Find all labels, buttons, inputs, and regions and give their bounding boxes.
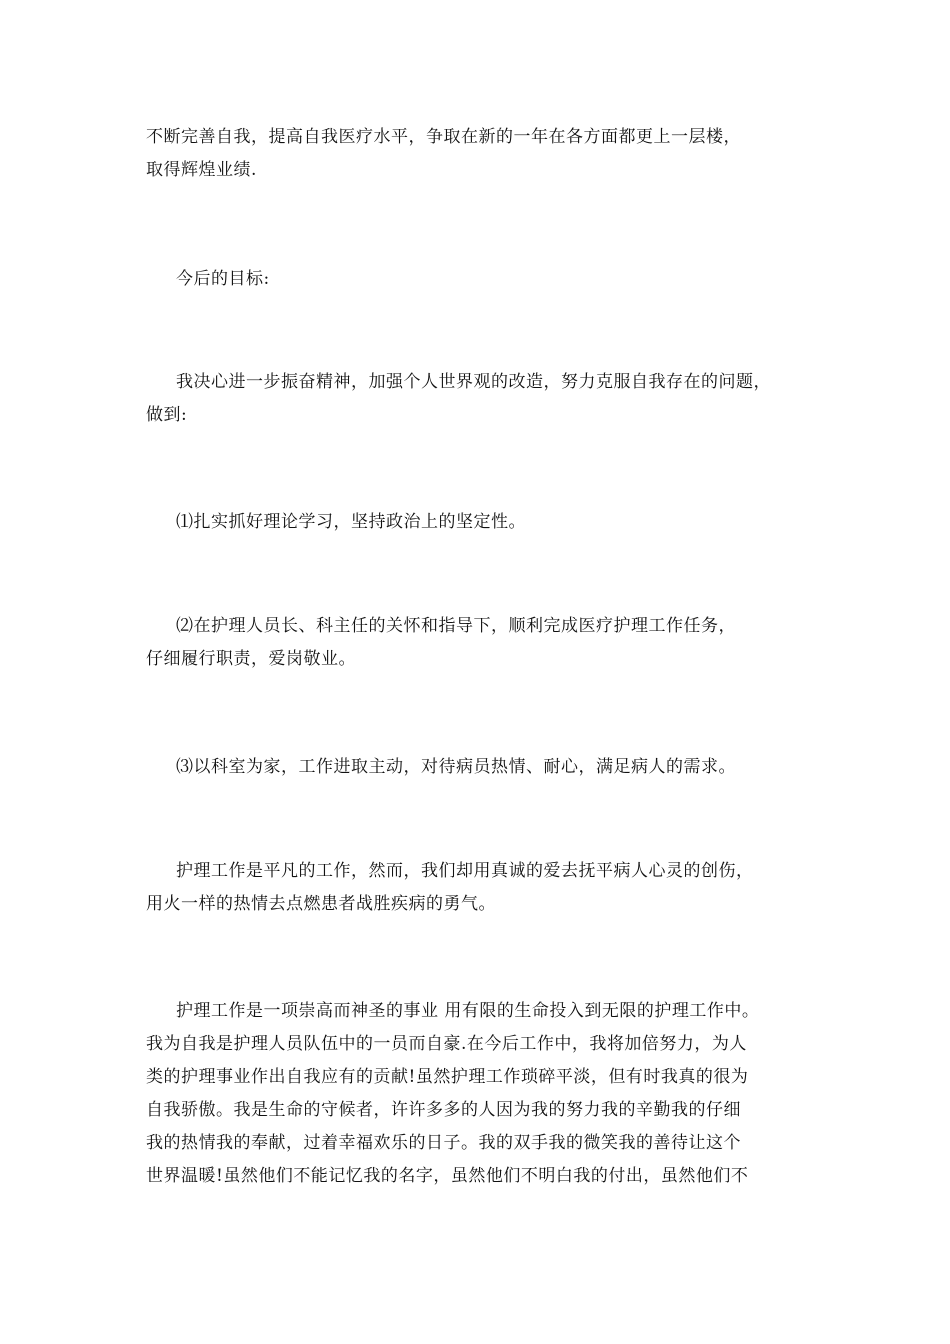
- paragraph-continuation: [146, 121, 818, 187]
- list-item: ⑴扎实抓好理论学习，坚持政治上的坚定性。: [176, 512, 526, 532]
- text-line: 做到:: [146, 405, 188, 425]
- text-line: 我的热情我的奉献，过着幸福欢乐的日子。我的双手我的微笑我的善待让这个: [146, 1133, 741, 1153]
- text-line: 用火一样的热情去点燃患者战胜疾病的勇气。: [146, 894, 496, 914]
- text-line: 仔细履行职责，爱岗敬业。: [146, 649, 356, 669]
- text-line: 不断完善自我，提高自我医疗水平，争取在新的一年在各方面都更上一层楼，: [146, 127, 741, 147]
- text-line: 类的护理事业作出自我应有的贡献!虽然护理工作琐碎平淡，但有时我真的很为: [146, 1067, 749, 1087]
- paragraph-nursing-noble: [146, 995, 818, 1193]
- paragraph-goal-2: [146, 610, 818, 676]
- text-line: 护理工作是一项崇高而神圣的事业 用有限的生命投入到无限的护理工作中。: [176, 1001, 760, 1021]
- section-heading: 今后的目标:: [176, 269, 270, 289]
- paragraph-goals-heading: [146, 263, 818, 296]
- text-line: 自我骄傲。我是生命的守候者，许许多多的人因为我的努力我的辛勤我的仔细: [146, 1100, 741, 1120]
- paragraph-resolution: [146, 366, 818, 432]
- paragraph-goal-3: [146, 751, 818, 784]
- paragraph-nursing-ordinary: [146, 855, 818, 921]
- text-line: 世界温暖!虽然他们不能记忆我的名字，虽然他们不明白我的付出，虽然他们不: [146, 1166, 749, 1186]
- list-item: ⑶以科室为家，工作进取主动，对待病员热情、耐心，满足病人的需求。: [176, 757, 736, 777]
- text-line: 护理工作是平凡的工作，然而，我们却用真诚的爱去抚平病人心灵的创伤，: [176, 861, 754, 881]
- text-line: 我为自我是护理人员队伍中的一员而自豪.在今后工作中，我将加倍努力，为人: [146, 1034, 747, 1054]
- text-line: 取得辉煌业绩.: [146, 160, 257, 180]
- text-line: 我决心进一步振奋精神，加强个人世界观的改造，努力克服自我存在的问题，: [176, 372, 771, 392]
- list-item: ⑵在护理人员长、科主任的关怀和指导下，顺利完成医疗护理工作任务，: [176, 616, 736, 636]
- paragraph-goal-1: [146, 506, 818, 539]
